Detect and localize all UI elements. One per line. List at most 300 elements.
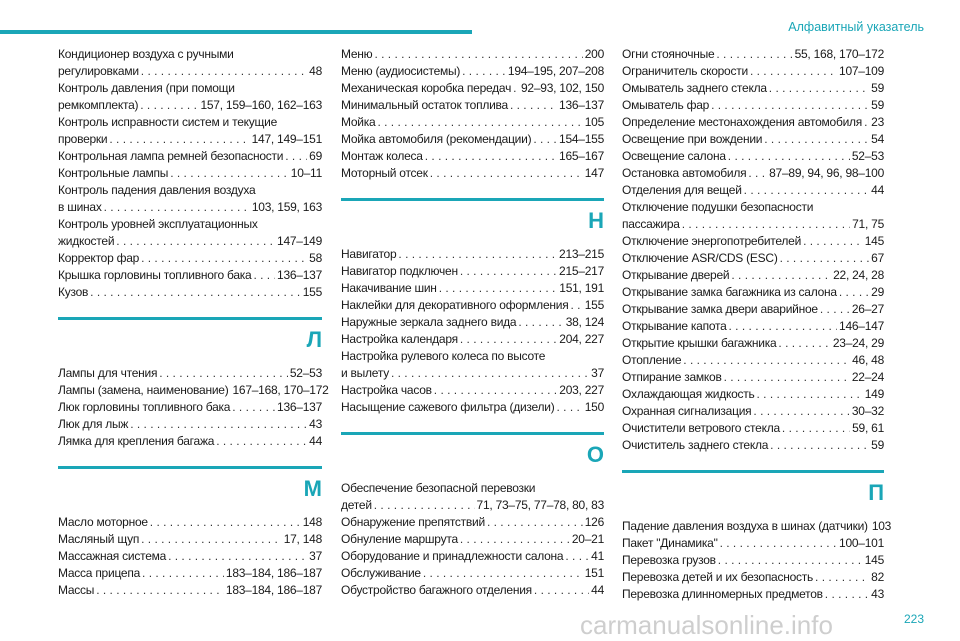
page-header-title: Алфавитный указатель <box>788 20 924 34</box>
dot-leader <box>285 148 307 165</box>
entry-pages[interactable]: 157, 159–160, 162–163 <box>200 98 322 112</box>
index-entry[interactable] <box>622 586 884 603</box>
entry-pages[interactable]: 23–24, 29 <box>832 336 884 350</box>
index-entry[interactable] <box>341 46 604 63</box>
index-column-2 <box>341 46 604 599</box>
dot-leader <box>130 416 307 433</box>
entry-pages[interactable]: 151 <box>584 566 604 580</box>
index-entry[interactable] <box>341 514 604 531</box>
entry-pages[interactable]: 44 <box>871 183 884 197</box>
index-entry[interactable] <box>58 382 329 399</box>
section-header <box>58 450 322 514</box>
entry-term: Моторный отсек <box>341 166 428 180</box>
entry-pages[interactable]: 148 <box>302 515 322 529</box>
section-header <box>58 301 322 365</box>
index-entry[interactable] <box>341 399 604 416</box>
dot-leader <box>780 250 870 267</box>
dot-leader <box>142 565 224 582</box>
entry-pages[interactable]: 17, 148 <box>283 532 322 546</box>
index-entry[interactable] <box>622 63 884 80</box>
entry-term: Крышка горловины топливного бака <box>58 268 252 282</box>
index-entry[interactable] <box>341 80 604 97</box>
entry-term: Наклейки для декоративного оформления <box>341 298 569 312</box>
dot-leader <box>683 352 850 369</box>
index-entry[interactable] <box>622 267 884 284</box>
dot-leader <box>140 97 198 114</box>
index-entry[interactable] <box>622 369 884 386</box>
index-entry[interactable] <box>58 114 322 148</box>
index-entry[interactable] <box>622 250 884 267</box>
index-entry[interactable] <box>341 165 604 182</box>
section-header <box>341 182 604 246</box>
section-letter: М <box>303 476 322 501</box>
section-header <box>341 416 604 480</box>
section-letter: П <box>868 480 884 505</box>
entry-term: Открывание замка двери аварийное <box>622 302 818 316</box>
entry-term: Ограничитель скорости <box>622 64 748 78</box>
index-entry[interactable] <box>622 80 884 97</box>
entry-term: Освещение при вождении <box>622 132 763 146</box>
section-divider <box>58 317 322 320</box>
entry-pages[interactable]: 55, 168, 170–172 <box>794 47 884 61</box>
dot-leader <box>757 386 863 403</box>
index-entry[interactable] <box>622 569 884 586</box>
entry-pages[interactable]: 30–32 <box>851 404 884 418</box>
dot-leader <box>439 280 558 297</box>
entry-term: Огни стояночные <box>622 47 715 61</box>
entry-term: Массажная система <box>58 549 167 563</box>
index-entry[interactable] <box>622 165 884 182</box>
entry-term: Контрольная лампа ремней безопасности <box>58 149 284 163</box>
dot-leader <box>150 514 301 531</box>
entry-term: Отопление <box>622 353 682 367</box>
entry-term: Охлаждающая жидкость <box>622 387 755 401</box>
section-header <box>622 454 884 518</box>
entry-term: Люк для лыж <box>58 417 129 431</box>
entry-term: Открытие крышки багажника <box>622 336 777 350</box>
index-column-1 <box>58 46 329 599</box>
entry-pages[interactable]: 71, 75 <box>852 217 884 231</box>
dot-leader <box>728 148 850 165</box>
dot-leader <box>141 531 282 548</box>
dot-leader <box>513 80 519 97</box>
index-entry[interactable] <box>58 267 322 284</box>
dot-leader <box>430 165 583 182</box>
index-entry[interactable] <box>58 514 322 531</box>
index-entry[interactable] <box>58 165 322 182</box>
dot-leader <box>729 318 838 335</box>
index-entry[interactable] <box>341 148 604 165</box>
entry-pages[interactable]: 213–215 <box>559 247 604 261</box>
dot-leader <box>750 63 837 80</box>
entry-pages[interactable]: 167–168, 170–172 <box>232 383 329 397</box>
entry-term: Обнуление маршрута <box>341 532 458 546</box>
index-entry[interactable] <box>622 437 884 454</box>
entry-term: Обслуживание <box>341 566 421 580</box>
index-entry[interactable] <box>341 565 604 582</box>
index-column-3 <box>622 46 892 603</box>
entry-term: Меню (аудиосистемы) <box>341 64 461 78</box>
index-entry[interactable] <box>341 582 604 599</box>
dot-leader <box>232 399 275 416</box>
dot-leader <box>159 365 288 382</box>
dot-leader <box>253 267 275 284</box>
entry-pages[interactable]: 107–109 <box>839 64 884 78</box>
index-entry[interactable] <box>341 314 604 331</box>
index-entry[interactable] <box>58 46 322 80</box>
entry-pages[interactable]: 165–167 <box>559 149 604 163</box>
entry-pages[interactable]: 147 <box>584 166 604 180</box>
entry-pages[interactable]: 103, 159, 163 <box>251 200 322 214</box>
entry-term: Лямка для крепления багажа <box>58 434 215 448</box>
index-entry[interactable] <box>341 131 604 148</box>
index-entry[interactable] <box>622 114 884 131</box>
entry-term: Отключение подушки безопасности <box>622 200 814 214</box>
entry-term: Лампы для чтения <box>58 366 158 380</box>
index-entry[interactable] <box>622 131 884 148</box>
entry-term-continuation: и вылету <box>341 366 389 380</box>
entry-pages[interactable]: 82 <box>871 570 884 584</box>
dot-leader <box>825 586 869 603</box>
entry-pages[interactable]: 105 <box>584 115 604 129</box>
index-entry[interactable] <box>622 301 884 318</box>
entry-pages[interactable]: 200 <box>584 47 604 61</box>
dot-leader <box>711 97 869 114</box>
dot-leader <box>533 131 557 148</box>
index-entry[interactable] <box>622 199 884 233</box>
entry-pages[interactable]: 147, 149–151 <box>251 132 322 146</box>
entry-term: Контроль давления (при помощи <box>58 81 235 95</box>
entry-pages[interactable]: 43 <box>309 417 322 431</box>
index-entry[interactable] <box>58 250 322 267</box>
entry-term: Настройка рулевого колеса по высоте <box>341 349 546 363</box>
index-entry[interactable] <box>341 263 604 280</box>
entry-pages[interactable]: 43 <box>871 587 884 601</box>
entry-term: Пакет "Динамика" <box>622 536 718 550</box>
entry-pages[interactable]: 44 <box>591 583 604 597</box>
entry-pages[interactable]: 58 <box>309 251 322 265</box>
entry-term: Оборудование и принадлежности салона <box>341 549 564 563</box>
entry-pages[interactable]: 136–137 <box>277 400 322 414</box>
entry-term: Открывание капота <box>622 319 727 333</box>
entry-term-continuation: жидкостей <box>58 234 115 248</box>
dot-leader <box>769 80 869 97</box>
entry-term-continuation: проверки <box>58 132 108 146</box>
entry-pages[interactable]: 52–53 <box>851 149 884 163</box>
entry-term-continuation: регулировками <box>58 64 139 78</box>
entry-pages[interactable]: 48 <box>309 64 322 78</box>
entry-pages[interactable]: 194–195, 207–208 <box>507 64 604 78</box>
entry-pages[interactable]: 52–53 <box>289 366 322 380</box>
entry-pages[interactable]: 136–137 <box>277 268 322 282</box>
dot-leader <box>141 63 307 80</box>
index-entry[interactable] <box>622 386 884 403</box>
entry-pages[interactable]: 69 <box>309 149 322 163</box>
index-entry[interactable] <box>58 365 322 382</box>
entry-term: Отделения для вещей <box>622 183 742 197</box>
dot-leader <box>487 514 583 531</box>
entry-pages[interactable]: 46, 48 <box>852 353 884 367</box>
dot-leader <box>423 565 583 582</box>
index-entry[interactable] <box>58 216 322 250</box>
entry-term: Массы <box>58 583 95 597</box>
entry-term: Очиститель заднего стекла <box>622 438 769 452</box>
dot-leader <box>724 369 850 386</box>
entry-pages[interactable]: 38, 124 <box>565 315 604 329</box>
entry-pages[interactable]: 155 <box>302 285 322 299</box>
index-entry[interactable] <box>622 535 884 552</box>
dot-leader <box>377 114 582 131</box>
entry-pages[interactable]: 92–93, 102, 150 <box>521 81 604 95</box>
entry-term: Лампы (замена, наименование) <box>58 383 229 397</box>
entry-term: Минимальный остаток топлива <box>341 98 508 112</box>
entry-pages[interactable]: 145 <box>864 234 884 248</box>
entry-term: Масло моторное <box>58 515 148 529</box>
entry-term: Перевозка грузов <box>622 553 716 567</box>
entry-term: Люк горловины топливного бака <box>58 400 231 414</box>
index-entry[interactable] <box>622 46 884 63</box>
dot-leader <box>116 233 275 250</box>
dot-leader <box>398 246 557 263</box>
header-accent-bar <box>0 30 472 34</box>
entry-pages[interactable]: 23 <box>871 115 884 129</box>
entry-pages[interactable]: 183–184, 186–187 <box>225 566 322 580</box>
dot-leader <box>748 165 767 182</box>
dot-leader <box>104 199 250 216</box>
entry-pages[interactable]: 204, 227 <box>559 332 604 346</box>
section-divider <box>341 198 604 201</box>
entry-pages[interactable]: 20–21 <box>571 532 604 546</box>
index-entry[interactable] <box>622 335 884 352</box>
section-divider <box>622 470 884 473</box>
entry-term: Мойка автомобиля (рекомендации) <box>341 132 532 146</box>
index-entry[interactable] <box>622 97 884 114</box>
dot-leader <box>462 63 506 80</box>
section-divider <box>341 432 604 435</box>
index-entry[interactable] <box>341 63 604 80</box>
entry-pages[interactable]: 59 <box>871 81 884 95</box>
entry-term: Настройка часов <box>341 383 432 397</box>
index-entry[interactable] <box>58 416 322 433</box>
dot-leader <box>460 531 570 548</box>
entry-pages[interactable]: 10–11 <box>290 166 322 180</box>
dot-leader <box>820 301 850 318</box>
dot-leader <box>753 403 849 420</box>
index-entry[interactable] <box>622 148 884 165</box>
index-entry[interactable] <box>341 97 604 114</box>
entry-term: Падение давления воздуха в шинах (датчики) <box>622 519 868 533</box>
entry-pages[interactable]: 44 <box>309 434 322 448</box>
entry-pages[interactable]: 22–24 <box>851 370 884 384</box>
index-entry[interactable] <box>58 531 322 548</box>
dot-leader <box>864 114 869 131</box>
index-entry[interactable] <box>341 331 604 348</box>
entry-pages[interactable]: 151, 191 <box>559 281 604 295</box>
index-entry[interactable] <box>58 565 322 582</box>
index-entry[interactable] <box>622 233 884 250</box>
entry-pages[interactable]: 29 <box>871 285 884 299</box>
entry-term: Настройка календаря <box>341 332 458 346</box>
entry-term: Обустройство багажного отделения <box>341 583 532 597</box>
entry-term: Отключение энергопотребителей <box>622 234 802 248</box>
entry-term: Накачивание шин <box>341 281 437 295</box>
entry-pages[interactable]: 136–137 <box>559 98 604 112</box>
index-entry[interactable] <box>58 548 322 565</box>
index-entry[interactable] <box>622 352 884 369</box>
entry-term: Наружные зеркала заднего вида <box>341 315 517 329</box>
index-entry[interactable] <box>58 284 322 301</box>
dot-leader <box>90 284 301 301</box>
dot-leader <box>391 365 589 382</box>
dot-leader <box>434 382 558 399</box>
entry-term: Охранная сигнализация <box>622 404 752 418</box>
entry-term: Кондиционер воздуха с ручными <box>58 47 234 61</box>
entry-term: Обнаружение препятствий <box>341 515 485 529</box>
entry-term: Кузов <box>58 285 89 299</box>
entry-pages[interactable]: 103 <box>871 519 892 533</box>
dot-leader <box>682 216 850 233</box>
entry-pages[interactable]: 59 <box>871 438 884 452</box>
entry-term: Контроль падения давления воздуха <box>58 183 256 197</box>
entry-pages[interactable]: 87–89, 94, 96, 98–100 <box>769 166 884 180</box>
entry-term-continuation: пассажира <box>622 217 680 231</box>
dot-leader <box>718 552 863 569</box>
entry-pages[interactable]: 41 <box>591 549 604 563</box>
entry-pages[interactable]: 67 <box>871 251 884 265</box>
entry-term: Определение местонахождения автомобиля <box>622 115 863 129</box>
index-entry[interactable] <box>622 182 884 199</box>
entry-pages[interactable]: 37 <box>309 549 322 563</box>
entry-pages[interactable]: 215–217 <box>559 264 604 278</box>
dot-leader <box>96 582 224 599</box>
entry-term: Обеспечение безопасной перевозки <box>341 481 536 495</box>
entry-pages[interactable]: 37 <box>591 366 604 380</box>
entry-pages[interactable]: 147–149 <box>277 234 322 248</box>
entry-pages[interactable]: 54 <box>871 132 884 146</box>
index-entry[interactable] <box>622 420 884 437</box>
entry-pages[interactable]: 71, 73–75, 77–78, 80, 83 <box>476 498 604 512</box>
index-entry[interactable] <box>58 182 322 216</box>
dot-leader <box>770 437 869 454</box>
entry-term: Меню <box>341 47 373 61</box>
page-number: 223 <box>903 612 924 626</box>
dot-leader <box>744 182 869 199</box>
index-entry[interactable] <box>58 433 322 450</box>
section-letter: Л <box>306 327 322 352</box>
dot-leader <box>557 399 583 416</box>
entry-pages[interactable]: 145 <box>864 553 884 567</box>
entry-term-continuation: ремкомплекта) <box>58 98 139 112</box>
entry-term: Открывание дверей <box>622 268 730 282</box>
dot-leader <box>460 263 557 280</box>
dot-leader <box>216 433 307 450</box>
entry-term: Навигатор подключен <box>341 264 458 278</box>
index-entry[interactable] <box>58 399 322 416</box>
dot-leader <box>803 233 863 250</box>
entry-pages[interactable]: 150 <box>584 400 604 414</box>
entry-pages[interactable]: 100–101 <box>839 536 884 550</box>
entry-pages[interactable]: 22, 24, 28 <box>833 268 884 282</box>
dot-leader <box>534 582 589 599</box>
dot-leader <box>839 284 869 301</box>
index-entry[interactable] <box>341 548 604 565</box>
entry-pages[interactable]: 183–184, 186–187 <box>225 583 322 597</box>
entry-term: Механическая коробка передач <box>341 81 512 95</box>
entry-pages[interactable]: 59, 61 <box>852 421 884 435</box>
index-entry[interactable] <box>622 318 884 335</box>
entry-pages[interactable]: 155 <box>584 298 604 312</box>
dot-leader <box>374 46 582 63</box>
entry-pages[interactable]: 26–27 <box>851 302 884 316</box>
index-entry[interactable] <box>341 480 604 514</box>
entry-term: Контрольные лампы <box>58 166 169 180</box>
section-letter: Н <box>588 208 604 233</box>
entry-term: Омыватель фар <box>622 98 710 112</box>
index-entry[interactable] <box>341 297 604 314</box>
dot-leader <box>570 297 582 314</box>
section-letter: О <box>586 442 604 467</box>
dot-leader <box>168 548 307 565</box>
dot-leader <box>716 46 792 63</box>
index-entry[interactable] <box>58 80 322 114</box>
dot-leader <box>460 331 557 348</box>
dot-leader <box>510 97 557 114</box>
section-divider <box>58 466 322 469</box>
index-entry[interactable] <box>58 148 322 165</box>
index-entry[interactable] <box>341 382 604 399</box>
dot-leader <box>815 569 869 586</box>
dot-leader <box>141 250 307 267</box>
dot-leader <box>782 420 850 437</box>
entry-pages[interactable]: 59 <box>871 98 884 112</box>
index-entry[interactable] <box>58 582 322 599</box>
index-entry[interactable] <box>341 531 604 548</box>
index-entry[interactable] <box>341 114 604 131</box>
watermark: carmanualsonline.info <box>580 610 833 640</box>
dot-leader <box>764 131 869 148</box>
index-entry[interactable] <box>622 403 884 420</box>
index-entry[interactable] <box>622 552 884 569</box>
dot-leader <box>518 314 563 331</box>
entry-pages[interactable]: 146–147 <box>839 319 884 333</box>
entry-pages[interactable]: 149 <box>864 387 884 401</box>
entry-term: Отпирание замков <box>622 370 722 384</box>
entry-term-continuation: детей <box>341 498 372 512</box>
entry-term: Очистители ветрового стекла <box>622 421 780 435</box>
index-entry[interactable] <box>341 348 604 382</box>
index-entry[interactable] <box>341 246 604 263</box>
entry-term: Отключение ASR/CDS (ESC) <box>622 251 778 265</box>
entry-term: Омыватель заднего стекла <box>622 81 767 95</box>
entry-term: Навигатор <box>341 247 397 261</box>
entry-term: Контроль уровней эксплуатационных <box>58 217 258 231</box>
entry-term: Монтаж колеса <box>341 149 423 163</box>
index-entry[interactable] <box>622 518 892 535</box>
entry-term: Перевозка детей и их безопасность <box>622 570 814 584</box>
dot-leader <box>425 148 557 165</box>
entry-pages[interactable]: 154–155 <box>559 132 604 146</box>
dot-leader <box>565 548 589 565</box>
index-entry[interactable] <box>622 284 884 301</box>
entry-term: Освещение салона <box>622 149 726 163</box>
entry-pages[interactable]: 126 <box>584 515 604 529</box>
entry-term: Остановка автомобиля <box>622 166 747 180</box>
entry-term-continuation: в шинах <box>58 200 102 214</box>
entry-pages[interactable]: 203, 227 <box>559 383 604 397</box>
dot-leader <box>778 335 830 352</box>
entry-term: Открывание замка багажника из салона <box>622 285 837 299</box>
index-entry[interactable] <box>341 280 604 297</box>
